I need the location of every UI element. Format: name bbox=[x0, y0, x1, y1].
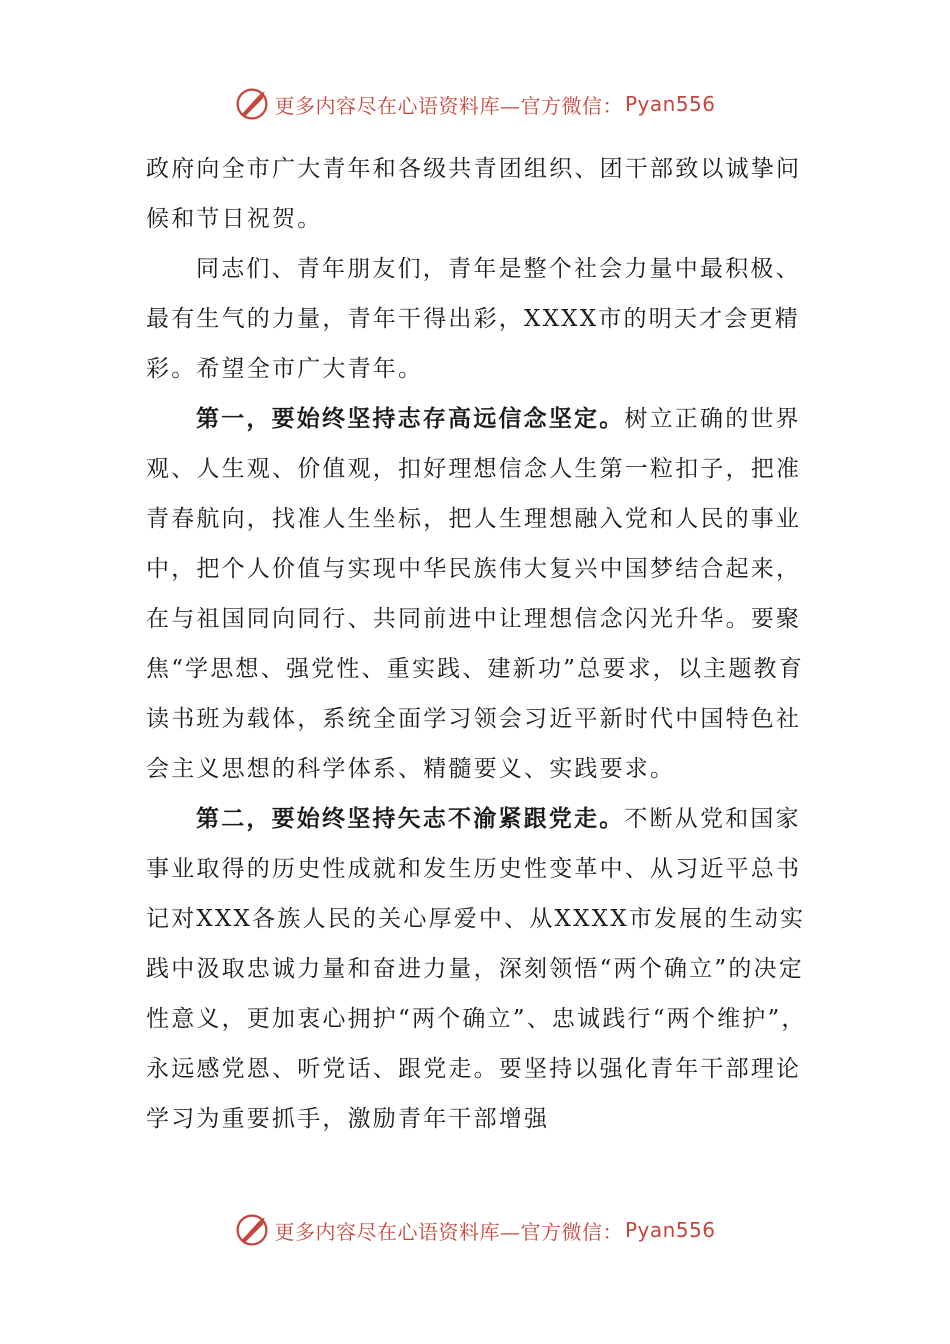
paragraph-4 bbox=[146, 794, 816, 1144]
paragraph-2: 同志们、青年朋友们，青年是整个社会力量中最积极、最有生气的力量，青年干得出彩，XXXX市的明天才会更精彩。希望全市广大青年。 bbox=[146, 256, 801, 382]
paragraph-3-heading: 第一，要始终坚持志存高远信念坚定。 bbox=[196, 405, 625, 432]
document-body bbox=[146, 144, 816, 1144]
paragraph-3 bbox=[146, 394, 816, 794]
watermark-text: 更多内容尽在心语资料库—官方微信： bbox=[274, 93, 623, 118]
watermark-wechat-id: Pyan556 bbox=[624, 92, 716, 116]
pen-logo-icon bbox=[234, 1212, 270, 1248]
paragraph-3-text: 树立正确的世界观、人生观、价值观，扣好理想信念人生第一粒扣子，把准青春航向，找准人生坐标，把人生理想融入党和人民的事业中，把个人价值与实现中华民族伟大复兴中国梦结合起来，在与祖国同向同行、共同前进中让理想信念闪光升华。要聚焦“学思想、强党性、重实践、建新功”总要求，以主题教育读书班为载体，系统全面学习领会习近平新时代中国特色社会主义思想的科学体系、精髓要义、实践要求。 bbox=[146, 406, 804, 782]
header-watermark bbox=[0, 84, 950, 124]
footer-watermark bbox=[0, 1210, 950, 1250]
watermark-text: 更多内容尽在心语资料库—官方微信： bbox=[274, 1219, 623, 1244]
paragraph-1: 政府向全市广大青年和各级共青团组织、团干部致以诚挚问候和节日祝贺。 bbox=[146, 156, 802, 232]
watermark-wechat-id: Pyan556 bbox=[624, 1218, 716, 1242]
paragraph-4-text: 不断从党和国家事业取得的历史性成就和发生历史性变革中、从习近平总书记对XXX各族人民的关心厚爱中、从XXXX市发展的生动实践中汲取忠诚力量和奋进力量，深刻领悟“两个确立”的决定性意义，更加衷心拥护“两个确立”、忠诚践行“两个维护”，永远感党恩、听党话、跟党走。要坚持以强化青年干部理论学习为重要抓手，激励青年干部增强 bbox=[146, 806, 807, 1132]
pen-logo-icon bbox=[234, 86, 270, 122]
paragraph-4-heading: 第二，要始终坚持矢志不渝紧跟党走。 bbox=[196, 805, 625, 832]
